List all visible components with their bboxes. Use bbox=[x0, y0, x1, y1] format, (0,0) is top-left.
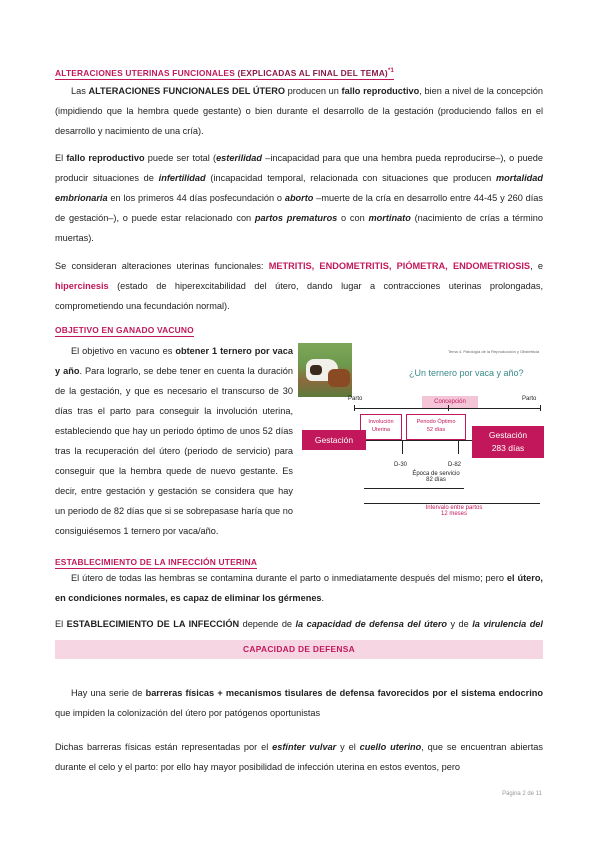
intervalo-arrow bbox=[364, 503, 540, 504]
paragraph-alteraciones-1: Las ALTERACIONES FUNCIONALES DEL ÚTERO producen un fallo reproductivo, bien a nivel de la concepción (impidiendo que la hembra quede gestante) o bien durante el desarrollo de la gestación (produciendo fallos en el desarrollo y nacimiento de una cría). bbox=[55, 86, 543, 136]
section-heading-infeccion: ESTABLECIMIENTO DE LA INFECCIÓN UTERINA bbox=[55, 557, 258, 567]
paragraph-barreras-fisicas: Dichas barreras físicas están representadas por el esfínter vulvar y el cuello uterino, que se encuentran abiertas durante el celo y el parto: por ello hay mayor posibilidad de infección uterina en estos eventos, pero bbox=[55, 742, 543, 772]
figure-caption: Tema 4. Patología de la Reproducción y Obstetricia bbox=[448, 349, 540, 354]
parto-left-label: Parto bbox=[348, 396, 363, 402]
timeline-top bbox=[354, 408, 540, 409]
epoca-servicio-label: Época de servicio 82 días bbox=[412, 471, 460, 483]
paragraph-objetivo: El objetivo en vacuno es obtener 1 ternero por vaca y año. Para lograrlo, se debe tener en cuenta la duración de la gestación, y que es necesario el transcurso de 30 días tras el parto para conseguir la involución uterina, estableciendo que hay un periodo óptimo de unos 52 días tras la recuperación del útero (periodo de servicio) para conseguir que la hembra quede de nuevo gestante. Es decir, entre gestación y gestación se considera que hay un periodo de 82 días que si se sobrepasase haría que no consiguiésemos 1 ternero por vaca/año. bbox=[55, 346, 294, 536]
intervalo-partos-label: Intervalo entre partos 12 meses bbox=[425, 505, 483, 517]
figure-question: ¿Un ternero por vaca y año? bbox=[409, 368, 524, 378]
gestacion-right-box: Gestación 283 días bbox=[472, 426, 544, 458]
section-heading-capacidad-defensa: CAPACIDAD DE DEFENSA bbox=[55, 640, 543, 659]
d30-label: D-30 bbox=[394, 462, 408, 468]
periodo-optimo-box: Periodo Óptimo 52 días bbox=[406, 414, 466, 440]
d82-label: D-82 bbox=[448, 462, 462, 468]
heading-note: (EXPLICADAS AL FINAL DEL TEMA) bbox=[237, 68, 388, 78]
section-heading-objetivo: OBJETIVO EN GANADO VACUNO bbox=[55, 325, 194, 335]
paragraph-alteraciones-lista: Se consideran alteraciones uterinas funcionales: METRITIS, ENDOMETRITIS, PIÓMETRA, ENDOMETRIOSIS, e hipercinesis (estado de hiperexcitabilidad del útero, dando lugar a contracciones uterinas prolongadas, comprometiendo una fecundación normal). bbox=[55, 261, 543, 311]
cow-calf-photo bbox=[298, 343, 352, 397]
paragraph-barreras: Hay una serie de barreras físicas + mecanismos tisulares de defensa favorecidos por el sistema endocrino que impiden la colonización del útero por patógenos oportunistas bbox=[55, 688, 543, 718]
gestacion-left-box: Gestación bbox=[302, 430, 366, 450]
heading-footnote-ref: *1 bbox=[387, 68, 395, 75]
paragraph-fallo-reproductivo: El fallo reproductivo puede ser total (esterilidad –incapacidad para que una hembra pueda reproducirse–), o puede producir situaciones de infertilidad (incapacidad temporal, relacionada con situaciones que producen mortalidad embrionaria en los primeros 44 días posfecundación o aborto –muerte de la cría en desarrollo entre 44-45 y 260 días de gestación–), o puede estar relacionado con partos prematuros o con mortinato (nacimiento de crías a término muertas). bbox=[55, 153, 544, 243]
page-number: Página 2 de 11 bbox=[502, 791, 542, 797]
gestation-cycle-figure bbox=[298, 343, 544, 529]
involucion-box: Involución Uterina bbox=[360, 414, 402, 440]
paragraph-contaminacion: El útero de todas las hembras se contamina durante el parto o inmediatamente después del mismo; pero el útero, en condiciones normales, es capaz de eliminar los gérmenes. bbox=[55, 573, 543, 603]
paragraph-establecimiento: El ESTABLECIMIENTO DE LA INFECCIÓN depende de la capacidad de defensa del útero y de la virulencia del bbox=[55, 619, 543, 629]
concepcion-label: Concepción bbox=[422, 396, 478, 408]
heading-text: ALTERACIONES UTERINAS FUNCIONALES bbox=[55, 68, 235, 78]
section-heading-alteraciones bbox=[55, 68, 394, 80]
parto-right-label: Parto bbox=[522, 396, 537, 402]
timeline-middle bbox=[366, 440, 472, 441]
epoca-arrow bbox=[364, 488, 464, 489]
